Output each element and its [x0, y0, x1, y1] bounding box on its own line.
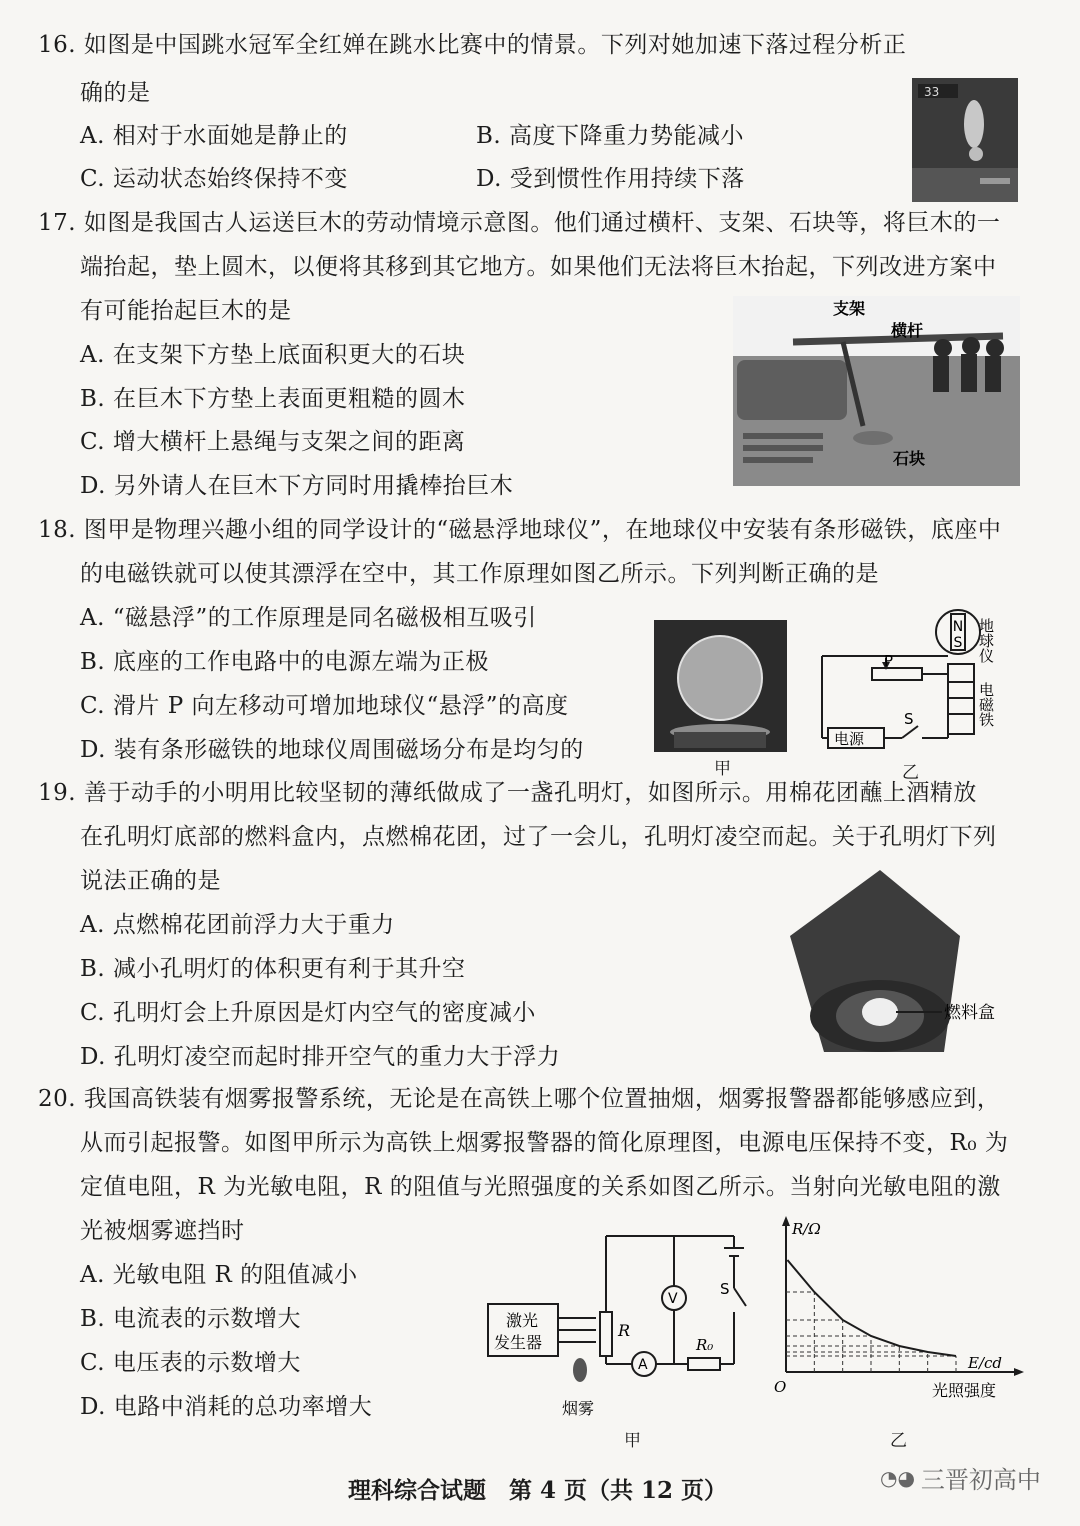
q20-figure-jia-circuit: [484, 1232, 760, 1422]
label-smoke: 烟雾: [562, 1399, 595, 1418]
stone-shape: [853, 431, 893, 445]
label-electromagnet: 电磁铁: [977, 682, 995, 727]
q16-option-c: C. 运动状态始终保持不变: [80, 166, 348, 192]
q16-diver-photo: [912, 78, 1018, 202]
q20-stem-line1: 20. 我国高铁装有烟雾报警系统，无论是在高铁上哪个位置抽烟，烟雾报警器都能够感应到，: [38, 1086, 1001, 1112]
resistance-curve: [787, 1260, 956, 1356]
label-source: 电源: [834, 730, 865, 748]
q19-option-c: C. 孔明灯会上升原因是灯内空气的密度减小: [80, 1000, 536, 1026]
label-laser-line2: 发生器: [494, 1333, 543, 1352]
q19-option-a: A. 点燃棉花团前浮力大于重力: [80, 912, 395, 938]
x-axis-label: E/cd: [968, 1354, 1003, 1372]
q20-stem-line2: 从而引起报警。如图甲所示为高铁上烟雾报警器的简化原理图，电源电压保持不变，R₀ 为: [80, 1130, 1009, 1156]
q20-option-b: B. 电流表的示数增大: [80, 1306, 302, 1332]
pole-S: S: [953, 635, 963, 651]
q20-caption-yi: 乙: [890, 1431, 907, 1451]
q18-option-a: A. “磁悬浮”的工作原理是同名磁极相互吸引: [80, 605, 537, 631]
x-caption: 光照强度: [932, 1381, 997, 1400]
q18-option-c: C. 滑片 P 向左移动可增加地球仪“悬浮”的高度: [80, 693, 569, 719]
q18-option-d: D. 装有条形磁铁的地球仪周围磁场分布是均匀的: [80, 737, 584, 763]
q16-stem-line1: 16. 如图是中国跳水冠军全红婵在跳水比赛中的情景。下列对她加速下落过程分析正: [38, 32, 907, 58]
q18-caption-jia: 甲: [714, 759, 731, 779]
q18-stem-line2: 的电磁铁就可以使其漂浮在空中，其工作原理如图乙所示。下列判断正确的是: [80, 561, 879, 587]
label-R0: R₀: [696, 1336, 714, 1354]
smoke-shape: [573, 1358, 587, 1382]
q19-lantern-photo: [784, 866, 1024, 1062]
y-axis-label: R/Ω: [792, 1220, 821, 1238]
q19-stem-line2: 在孔明灯底部的燃料盒内，点燃棉花团，过了一会儿，孔明灯凌空而起。关于孔明灯下列: [80, 824, 997, 850]
q18-figure-yi-circuit: [812, 598, 1032, 756]
label-bar: 横杆: [891, 321, 924, 340]
label-bracket: 支架: [833, 299, 866, 318]
label-switch-S: S: [720, 1280, 730, 1298]
q20-option-a: A. 光敏电阻 R 的阻值减小: [80, 1262, 358, 1288]
q20-option-c: C. 电压表的示数增大: [80, 1350, 301, 1376]
label-stone: 石块: [893, 449, 926, 468]
label-R: R: [618, 1321, 631, 1340]
origin-label: O: [774, 1378, 787, 1396]
label-fuel-box: 燃料盒: [944, 1003, 995, 1023]
q20-caption-jia: 甲: [624, 1431, 641, 1451]
q17-log-lever-illustration: [733, 296, 1020, 486]
q18-caption-yi: 乙: [902, 763, 919, 783]
page-footer: 理科综合试题 第 4 页（共 12 页）: [348, 1477, 728, 1504]
wechat-icon: ◔◕: [880, 1465, 915, 1490]
q17-option-b: B. 在巨木下方垫上表面更粗糙的圆木: [80, 386, 466, 412]
q16-stem-line2: 确的是: [80, 80, 151, 106]
q16-option-a: A. 相对于水面她是静止的: [80, 123, 348, 149]
label-laser-line1: 激光: [506, 1311, 539, 1330]
pole-N: N: [952, 619, 964, 635]
label-switch-S: S: [904, 710, 914, 728]
q17-option-a: A. 在支架下方垫上底面积更大的石块: [80, 342, 466, 368]
watermark-text: 三晋初高中: [920, 1466, 1041, 1494]
q20-stem-line3: 定值电阻，R 为光敏电阻，R 的阻值与光照强度的关系如图乙所示。当射向光敏电阻的激: [80, 1174, 1001, 1200]
q20-stem-line4: 光被烟雾遮挡时: [80, 1218, 245, 1244]
label-P: P: [884, 652, 894, 670]
q17-stem-line3: 有可能抬起巨木的是: [80, 298, 292, 324]
q17-option-d: D. 另外请人在巨木下方同时用撬棒抬巨木: [80, 473, 514, 499]
q16-option-b: B. 高度下降重力势能减小: [476, 123, 745, 149]
q19-option-b: B. 减小孔明灯的体积更有利于其升空: [80, 956, 466, 982]
q17-stem-line2: 端抬起，垫上圆木，以便将其移到其它地方。如果他们无法将巨木抬起，下列改进方案中: [80, 254, 997, 280]
q19-option-d: D. 孔明灯凌空而起时排开空气的重力大于浮力: [80, 1044, 561, 1070]
voltmeter-V: V: [668, 1291, 678, 1307]
watermark: [880, 1460, 1041, 1495]
q18-stem-line1: 18. 图甲是物理兴趣小组的同学设计的“磁悬浮地球仪”，在地球仪中安装有条形磁铁，底座中: [38, 517, 1002, 543]
q18-figure-jia-photo: [654, 620, 787, 752]
q18-option-b: B. 底座的工作电路中的电源左端为正极: [80, 649, 490, 675]
q19-stem-line1: 19. 善于动手的小明用比较坚韧的薄纸做成了一盏孔明灯，如图所示。用棉花团蘸上酒精放: [38, 780, 977, 806]
q20-figure-yi-chart: [768, 1214, 1028, 1414]
ammeter-A: A: [638, 1357, 648, 1373]
q16-option-d: D. 受到惯性作用持续下落: [476, 166, 745, 192]
q19-stem-line3: 说法正确的是: [80, 868, 221, 894]
q17-option-c: C. 增大横杆上悬绳与支架之间的距离: [80, 429, 466, 455]
q16-score-text: 33: [924, 85, 940, 99]
q20-option-d: D. 电路中消耗的总功率增大: [80, 1394, 373, 1420]
label-globe: 地球仪: [977, 618, 995, 663]
q17-stem-line1: 17. 如图是我国古人运送巨木的劳动情境示意图。他们通过横杆、支架、石块等，将巨木的一: [38, 210, 1001, 236]
